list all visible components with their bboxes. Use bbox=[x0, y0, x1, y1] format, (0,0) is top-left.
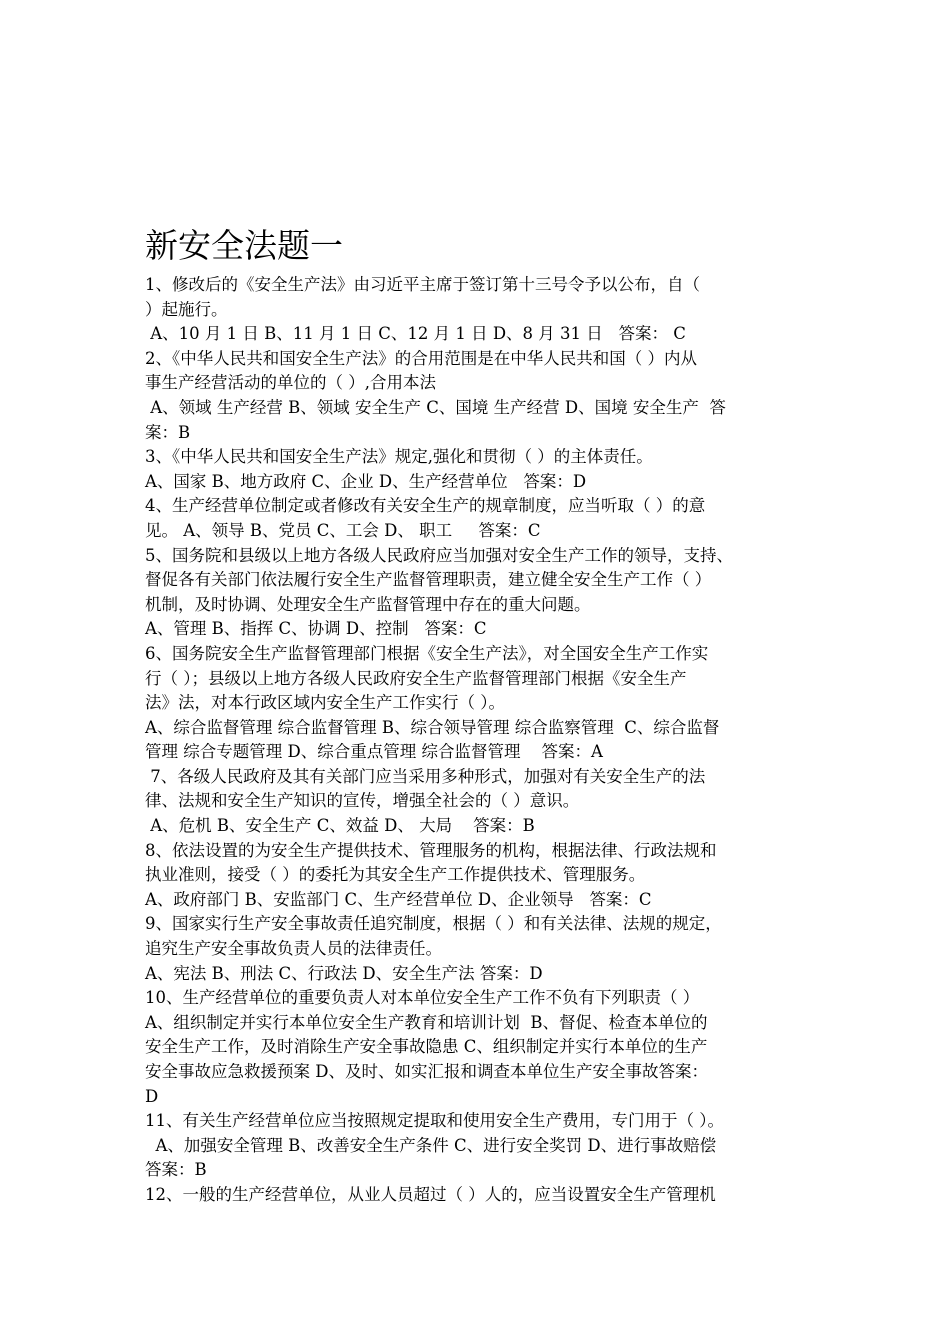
text-line: 答案：B bbox=[145, 1160, 207, 1180]
text-line: 6、国务院安全生产监督管理部门根据《安全生产法》，对全国安全生产工作实 bbox=[145, 643, 709, 663]
text-line: 12、一般的生产经营单位，从业人员超过（ ）人的，应当设置安全生产管理机 bbox=[145, 1184, 716, 1204]
text-line: 11、有关生产经营单位应当按照规定提取和使用安全生产费用，专门用于（ ）。 bbox=[145, 1111, 724, 1131]
text-line: 2、《中华人民共和国安全生产法》的合用范围是在中华人民共和国（ ）内从 bbox=[145, 348, 697, 368]
text-line: A、危机 B、安全生产 C、效益 D、 大局 答案：B bbox=[145, 816, 535, 836]
text-line: 行（ ）；县级以上地方各级人民政府安全生产监督管理部门根据《安全生产 bbox=[145, 668, 687, 688]
text-line: A、国家 B、地方政府 C、企业 D、生产经营单位 答案：D bbox=[145, 471, 587, 491]
text-line: 案：B bbox=[145, 422, 191, 442]
text-line: 安全生产工作，及时消除生产安全事故隐患 C、组织制定并实行本单位的生产 bbox=[145, 1037, 708, 1057]
text-line: 执业准则，接受（ ）的委托为其安全生产工作提供技术、管理服务。 bbox=[145, 865, 646, 885]
text-line: 机制，及时协调、处理安全生产监督管理中存在的重大问题。 bbox=[145, 594, 591, 614]
text-line: 3、《中华人民共和国安全生产法》规定,强化和贯彻（ ）的主体责任。 bbox=[145, 447, 653, 467]
text-line: 见。 A、领导 B、党员 C、工会 D、 职工 答案：C bbox=[145, 520, 541, 540]
text-line: 追究生产安全事故负责人员的法律责任。 bbox=[145, 939, 442, 959]
text-line: A、综合监督管理 综合监督管理 B、综合领导管理 综合监察管理 C、综合监督 bbox=[145, 717, 720, 737]
text-line: 律、法规和安全生产知识的宣传，增强全社会的（ ）意识。 bbox=[145, 791, 580, 811]
text-line: ）起施行。 bbox=[145, 299, 228, 319]
text-line: 督促各有关部门依法履行安全生产监督管理职责，建立健全安全生产工作（ ） bbox=[145, 570, 712, 590]
text-line: 8、依法设置的为安全生产提供技术、管理服务的机构，根据法律、行政法规和 bbox=[145, 840, 717, 860]
text-line: 4、生产经营单位制定或者修改有关安全生产的规章制度，应当听取（ ）的意 bbox=[145, 496, 706, 516]
text-line: A、组织制定并实行本单位安全生产教育和培训计划 B、督促、检查本单位的 bbox=[145, 1012, 708, 1032]
text-line: 1、修改后的《安全生产法》由习近平主席于签订第十三号令予以公布，自（ bbox=[145, 275, 700, 294]
text-line: A、领域 生产经营 B、领域 安全生产 C、国境 生产经营 D、国境 安全生产 答 bbox=[145, 397, 726, 417]
text-line: A、管理 B、指挥 C、协调 D、控制 答案：C bbox=[145, 619, 487, 639]
text-line: D bbox=[145, 1086, 159, 1106]
document-body bbox=[145, 273, 825, 1208]
text-line: A、10 月 1 日 B、11 月 1 日 C、12 月 1 日 D、8 月 31 日 答案： C bbox=[145, 324, 686, 344]
text-line: 法》法，对本行政区域内安全生产工作实行（ ）。 bbox=[145, 693, 505, 713]
text-line: 10、生产经营单位的重要负责人对本单位安全生产工作不负有下列职责（ ） bbox=[145, 988, 700, 1008]
text-line: 管理 综合专题管理 D、综合重点管理 综合监督管理 答案：A bbox=[145, 742, 603, 762]
text-line: 9、国家实行生产安全事故责任追究制度，根据（ ）和有关法律、法规的规定， bbox=[145, 914, 722, 934]
text-line: 事生产经营活动的单位的（ ）,合用本法 bbox=[145, 373, 436, 393]
text-line: 安全事故应急救援预案 D、及时、如实汇报和调查本单位生产安全事故答案： bbox=[145, 1062, 708, 1081]
text-line: A、加强安全管理 B、改善安全生产条件 C、进行安全奖罚 D、进行事故赔偿 bbox=[145, 1135, 717, 1155]
document-title: 新安全法题一 bbox=[145, 226, 343, 265]
text-line: A、宪法 B、刑法 C、行政法 D、安全生产法 答案：D bbox=[145, 963, 543, 983]
text-line: 5、国务院和县级以上地方各级人民政府应当加强对安全生产工作的领导，支持、 bbox=[145, 545, 733, 565]
text-line: 7、各级人民政府及其有关部门应当采用多种形式，加强对有关安全生产的法 bbox=[145, 766, 706, 786]
text-line: A、政府部门 B、安监部门 C、生产经营单位 D、企业领导 答案：C bbox=[145, 889, 652, 909]
